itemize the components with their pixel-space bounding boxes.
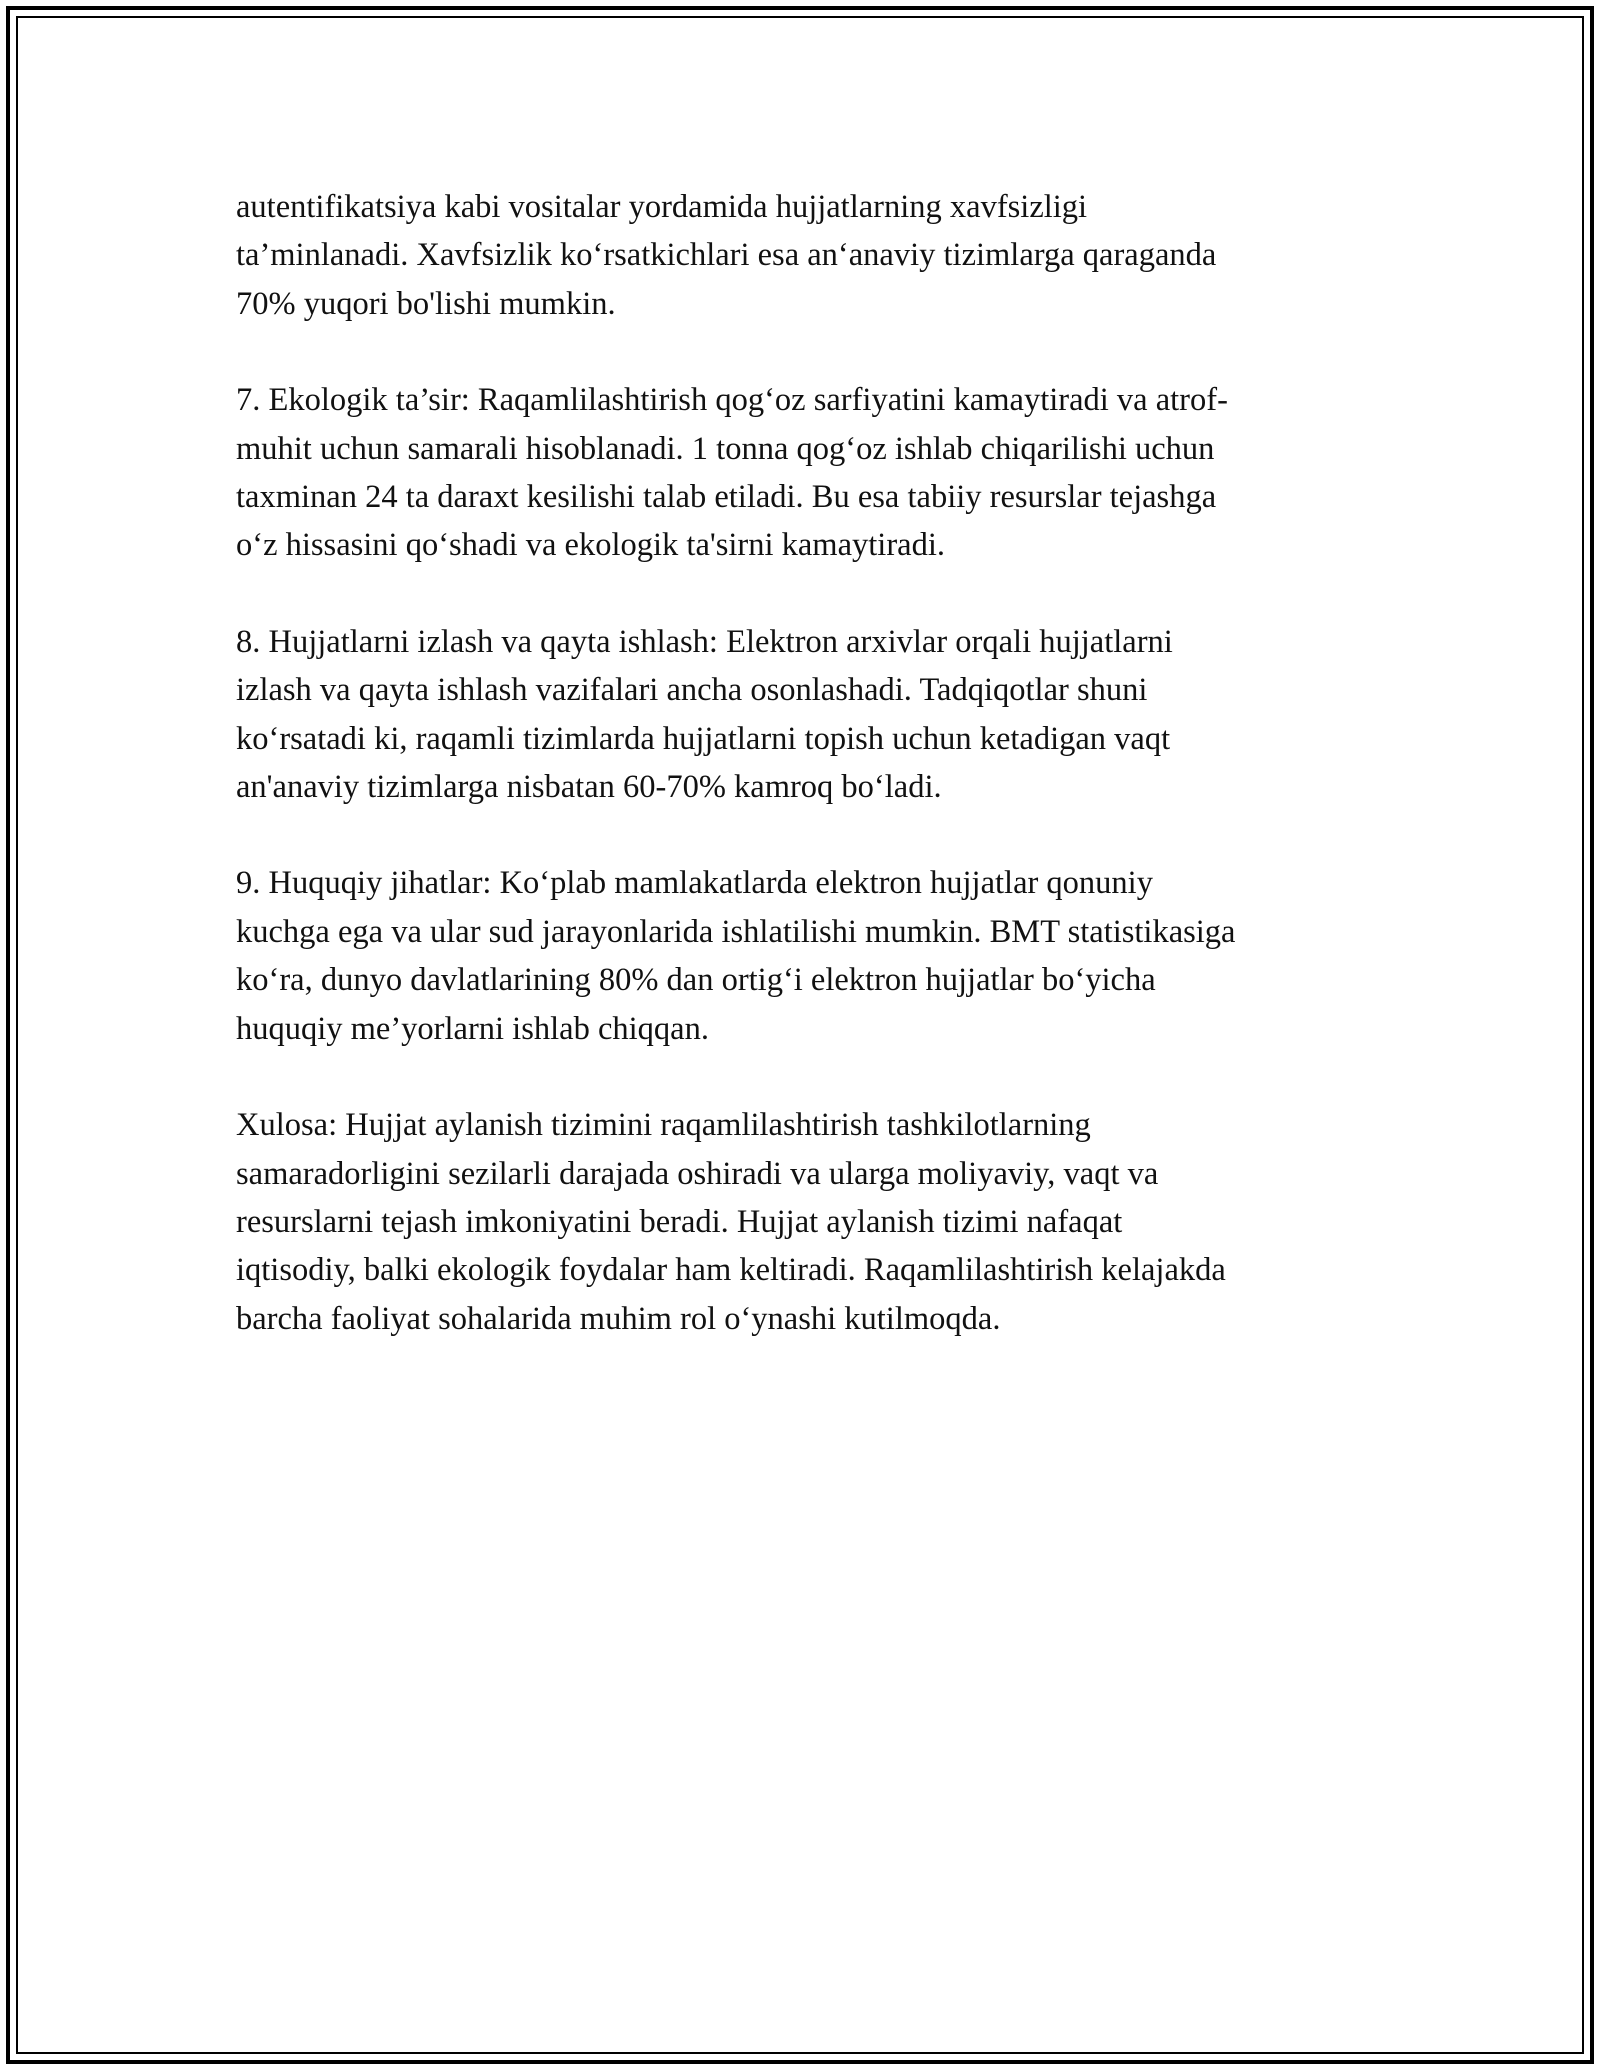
paragraph-legal-aspects: 9. Huquqiy jihatlar: Ko‘plab mamlakatlarda elektron hujjatlar qonuniy kuchga ega va ular sud jarayonlarida ishlatilishi mumkin. BMT statistikasiga ko‘ra, dunyo davlatlarining 80% dan ortig‘i elektron hujjatlar bo‘yicha huquqiy me’yorlarni ishlab chiqqan. xyxy=(236,865,1236,1047)
paragraph-conclusion: Xulosa: Hujjat aylanish tizimini raqamlilashtirish tashkilotlarning samaradorligini sezilarli darajada oshiradi va ularga moliyaviy, vaqt va resurslarni tejash imkoniyatini beradi. Hujjat aylanish tizimi nafaqat iqtisodiy, balki ekologik foydalar ham keltiradi. Raqamlilashtirish kelajakda barcha faoliyat sohalarida muhim rol o‘ynashi kutilmoqda. xyxy=(236,1107,1226,1337)
paragraph-security-continuation: autentifikatsiya kabi vositalar yordamida hujjatlarning xavfsizligi ta’minlanadi. Xavfsizlik ko‘rsatkichlari esa an‘anaviy tizimlarga qaraganda 70% yuqori bo'lishi mumkin. xyxy=(236,189,1217,322)
document-body xyxy=(236,183,1376,1391)
paragraph-ecological-impact: 7. Ekologik ta’sir: Raqamlilashtirish qog‘oz sarfiyatini kamaytiradi va atrof- muhit uchun samarali hisoblanadi. 1 tonna qog‘oz ishlab chiqarilishi uchun taxminan 24 ta daraxt kesilishi talab etiladi. Bu esa tabiiy resurslar tejashga o‘z hissasini qo‘shadi va ekologik ta'sirni kamaytiradi. xyxy=(236,382,1228,564)
paragraph-document-search: 8. Hujjatlarni izlash va qayta ishlash: Elektron arxivlar orqali hujjatlarni izlash va qayta ishlash vazifalari ancha osonlashadi. Tadqiqotlar shuni ko‘rsatadi ki, raqamli tizimlarda hujjatlarni topish uchun ketadigan vaqt an'anaviy tizimlarga nisbatan 60-70% kamroq bo‘ladi. xyxy=(236,623,1173,806)
